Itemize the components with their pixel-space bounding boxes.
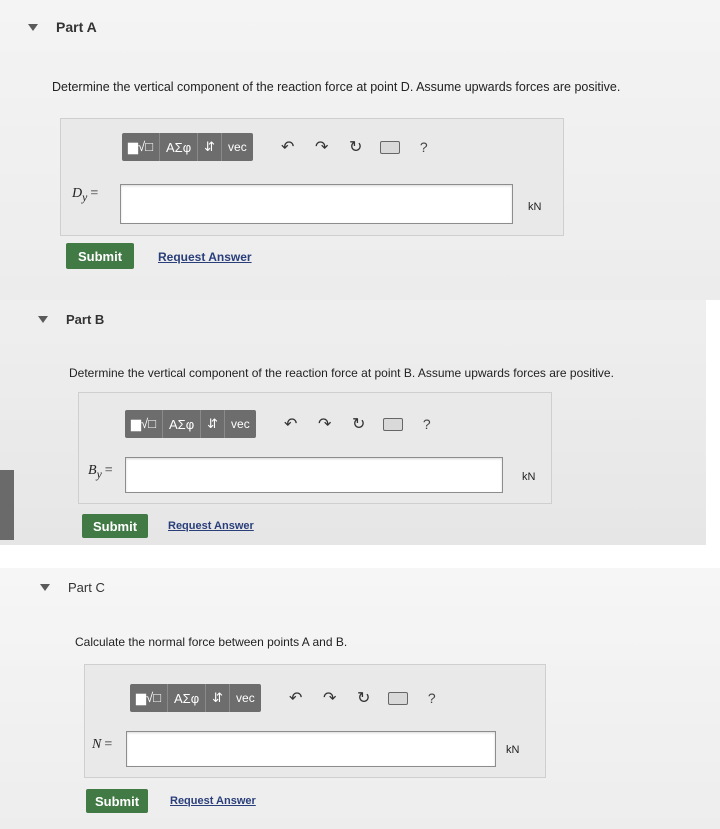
templates-button[interactable]: ▆√□ <box>122 133 160 161</box>
templates-button[interactable]: ▆√□ <box>125 410 163 438</box>
keyboard-icon[interactable] <box>376 412 410 436</box>
help-icon[interactable]: ? <box>422 416 431 432</box>
arrows-button[interactable]: ⇵ <box>206 684 230 712</box>
math-toolbar <box>122 133 441 161</box>
question-text: Determine the vertical component of the reaction force at point D. Assume upwards forces are positive. <box>52 80 621 94</box>
redo-icon[interactable]: ↷ <box>318 416 332 433</box>
part-title: Part B <box>66 312 105 327</box>
redo-icon[interactable]: ↷ <box>315 139 329 156</box>
reset-icon[interactable]: ↻ <box>352 416 366 433</box>
answer-input-dy[interactable] <box>120 184 513 224</box>
submit-button[interactable]: Submit <box>66 243 134 269</box>
redo-icon[interactable]: ↷ <box>323 690 337 707</box>
answer-input-by[interactable] <box>125 457 503 493</box>
part-b-header[interactable] <box>38 312 104 327</box>
vec-button[interactable]: vec <box>231 417 250 431</box>
keyboard-icon[interactable] <box>381 686 415 710</box>
question-text: Determine the vertical component of the reaction force at point B. Assume upwards forces are positive. <box>69 366 614 380</box>
variable-subscript: y <box>82 190 88 204</box>
toolbar-group-templates <box>130 684 261 712</box>
unit-label: kN <box>506 744 520 756</box>
variable-label <box>88 463 113 481</box>
collapse-caret-icon[interactable] <box>38 316 48 323</box>
part-a-header[interactable] <box>28 19 97 35</box>
undo-icon[interactable]: ↶ <box>289 690 303 707</box>
part-title: Part A <box>56 19 97 35</box>
math-toolbar <box>125 410 444 438</box>
greek-symbols-button[interactable]: ΑΣφ <box>163 410 201 438</box>
reset-icon[interactable]: ↻ <box>357 690 371 707</box>
greek-symbols-button[interactable]: ΑΣφ <box>160 133 198 161</box>
collapse-caret-icon[interactable] <box>28 24 38 31</box>
variable-symbol: B <box>88 463 97 478</box>
equals-sign: = <box>104 737 113 752</box>
toolbar-group-templates <box>122 133 253 161</box>
unit-label: kN <box>528 201 542 213</box>
greek-symbols-button[interactable]: ΑΣφ <box>168 684 206 712</box>
collapse-caret-icon[interactable] <box>40 584 50 591</box>
variable-label <box>92 737 112 753</box>
question-text: Calculate the normal force between points A and B. <box>75 635 348 649</box>
arrows-button[interactable]: ⇵ <box>201 410 225 438</box>
photo-gap <box>0 545 720 568</box>
request-answer-link[interactable]: Request Answer <box>168 520 254 532</box>
math-toolbar <box>130 684 449 712</box>
undo-icon[interactable]: ↶ <box>284 416 298 433</box>
photo-edge-shadow <box>0 470 14 540</box>
variable-label <box>72 186 98 204</box>
equals-sign: = <box>90 186 99 201</box>
keyboard-icon[interactable] <box>373 135 407 159</box>
part-title: Part C <box>68 580 105 595</box>
answer-input-n[interactable] <box>126 731 496 767</box>
request-answer-link[interactable]: Request Answer <box>170 795 256 807</box>
part-c-header[interactable] <box>40 580 105 595</box>
equals-sign: = <box>104 463 113 478</box>
reset-icon[interactable]: ↻ <box>349 139 363 156</box>
request-answer-link[interactable]: Request Answer <box>158 250 252 264</box>
undo-icon[interactable]: ↶ <box>281 139 295 156</box>
help-icon[interactable]: ? <box>427 690 436 706</box>
toolbar-group-templates <box>125 410 256 438</box>
help-icon[interactable]: ? <box>419 139 428 155</box>
variable-symbol: N <box>92 737 102 752</box>
templates-button[interactable]: ▆√□ <box>130 684 168 712</box>
vec-button[interactable]: vec <box>228 140 247 154</box>
submit-button[interactable]: Submit <box>86 789 148 813</box>
variable-subscript: y <box>96 467 102 481</box>
vec-button[interactable]: vec <box>236 691 255 705</box>
arrows-button[interactable]: ⇵ <box>198 133 222 161</box>
unit-label: kN <box>522 471 536 483</box>
variable-symbol: D <box>72 186 83 201</box>
submit-button[interactable]: Submit <box>82 514 148 538</box>
